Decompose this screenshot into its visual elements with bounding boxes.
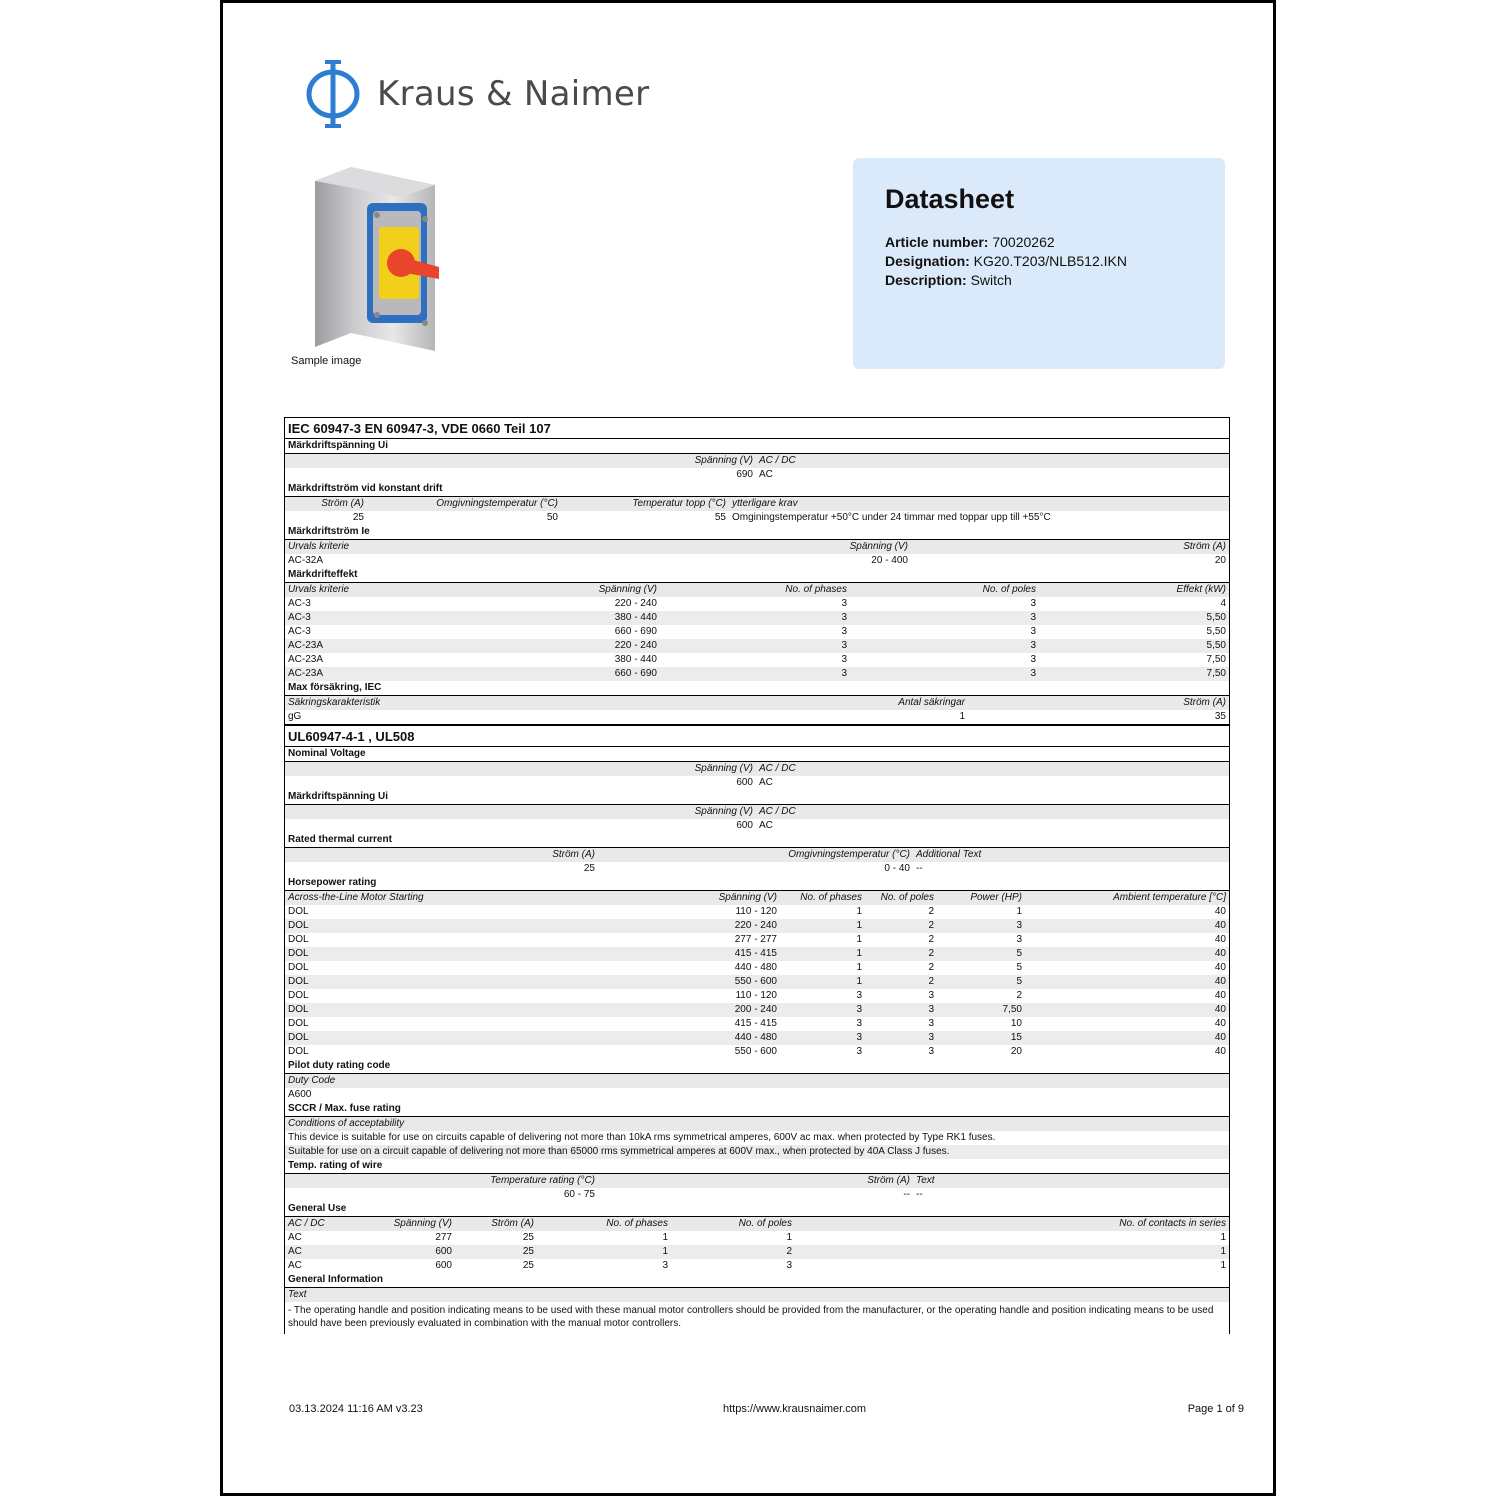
value-cell: DOL (288, 1018, 309, 1029)
header-cell: Omgivningstemperatur (°C) (598, 848, 913, 863)
value-cell: 2 (1016, 990, 1022, 1001)
value-cell: 690 (736, 469, 753, 480)
value-cell: 220 - 240 (614, 598, 657, 609)
value-cell: 550 - 600 (734, 1046, 777, 1057)
ul-pilot-duty-section (285, 1059, 1229, 1102)
spec-table (284, 417, 1230, 1334)
value-cell: -- (916, 1189, 923, 1200)
header-cell: Temperatur topp (°C) (561, 497, 729, 512)
value-cell: 3 (865, 1031, 937, 1045)
value-cell: 110 - 120 (735, 990, 777, 1001)
header-cell: Spänning (V) (610, 891, 780, 906)
value-cell: DOL (285, 975, 610, 989)
value-cell: 1 (786, 1232, 792, 1243)
header-cell: Temperature rating (°C) (285, 1174, 598, 1189)
header-cell: Text (913, 1174, 1229, 1189)
value-cell: 20 (1214, 555, 1226, 566)
value-cell: DOL (288, 990, 309, 1001)
brand-logo (303, 59, 649, 129)
table-row (285, 1045, 1229, 1059)
datasheet-title: Datasheet (885, 184, 1015, 214)
header-cell: Conditions of acceptability (285, 1117, 1229, 1132)
value-cell: 1 (1016, 906, 1022, 917)
value-cell: 600 (736, 777, 753, 788)
header-cell: Antal säkringar (585, 696, 968, 711)
datasheet-summary-box (853, 158, 1225, 369)
header-cell: Ström (A) (598, 1174, 913, 1189)
value-cell: 1 (856, 906, 862, 917)
value-cell: 2 (928, 906, 934, 917)
value-cell: 40 (1025, 975, 1229, 989)
value-cell: AC-32A (288, 555, 324, 566)
value-cell: 1 (780, 947, 865, 961)
ul-sccr-section (285, 1102, 1229, 1159)
value-cell: DOL (288, 962, 309, 973)
value-cell: 40 (1025, 947, 1229, 961)
value-cell: 2 (865, 975, 937, 989)
header-cell: Urvals kriterie (285, 540, 585, 555)
value-cell: 380 - 440 (485, 611, 660, 625)
iec-standard-section (285, 418, 1229, 439)
footer-page-number: Page 1 of 9 (1187, 1403, 1244, 1415)
value-cell: 200 - 240 (610, 1003, 780, 1017)
value-cell: 3 (841, 598, 847, 609)
header-cell: Ambient temperature [°C] (1025, 891, 1229, 906)
datasheet-page (220, 0, 1276, 1496)
value-cell: 3 (850, 667, 1039, 681)
header-cell: Across-the-Line Motor Starting (285, 891, 610, 906)
value-cell: 7,50 (1206, 654, 1226, 665)
header-cell: No. of poles (865, 891, 937, 906)
header-cell: Ström (A) (455, 1217, 537, 1232)
value-cell: 3 (928, 1018, 934, 1029)
value-cell: AC-3 (288, 626, 311, 637)
table-row (285, 975, 1229, 989)
table-row (285, 919, 1229, 933)
value-cell: 40 (1025, 919, 1229, 933)
value-cell: 3 (662, 1260, 668, 1271)
value-cell: 440 - 480 (734, 962, 777, 973)
iec-ui-section (285, 439, 1229, 482)
header-cell: Duty Code (285, 1074, 1229, 1089)
value-cell: 15 (937, 1031, 1025, 1045)
ul-nominal-voltage-section (285, 747, 1229, 790)
ul-standard-section (285, 725, 1229, 747)
section-title: Märkdriftspänning Ui (285, 439, 1229, 454)
value-cell: 380 - 440 (614, 654, 657, 665)
designation-value: KG20.T203/NLB512.IKN (973, 253, 1127, 269)
value-cell: 55 (714, 512, 726, 523)
value-cell: 3 (1030, 626, 1036, 637)
value-cell: 2 (928, 934, 934, 945)
value-cell: 40 (1025, 1031, 1229, 1045)
header-cell: Säkringskarakteristik (285, 696, 585, 711)
header-cell: No. of phases (537, 1217, 671, 1232)
header-cell: Ström (A) (285, 497, 367, 512)
value-cell: 1 (959, 711, 965, 722)
value-cell: 1 (1220, 1260, 1226, 1271)
value-cell: 40 (1025, 1003, 1229, 1017)
header-cell: AC / DC (756, 805, 1229, 820)
value-cell: AC (759, 469, 773, 480)
value-cell: 2 (928, 962, 934, 973)
section-title: Märkdriftspänning Ui (285, 790, 1229, 805)
product-image (311, 163, 461, 353)
iec-continuous-current-section (285, 482, 1229, 525)
value-cell: 600 (435, 1260, 452, 1271)
value-cell: 415 - 415 (734, 1018, 777, 1029)
ul-thermal-current-section (285, 833, 1229, 876)
header-cell: No. of poles (850, 583, 1039, 598)
header-cell: Ström (A) (968, 696, 1229, 711)
value-cell: 3 (660, 639, 850, 653)
value-cell: 3 (660, 667, 850, 681)
ul-horsepower-section (285, 876, 1229, 1059)
value-cell: 25 (583, 863, 595, 874)
value-cell: AC-23A (285, 639, 485, 653)
header-cell: Spänning (V) (585, 540, 911, 555)
header-cell: ytterligare krav (729, 497, 1229, 512)
header-cell: AC / DC (756, 454, 1229, 469)
value-cell: 3 (841, 626, 847, 637)
value-cell: 3 (856, 1018, 862, 1029)
value-cell: 1 (780, 919, 865, 933)
header-cell: Spänning (V) (285, 805, 756, 820)
ul-general-use-section (285, 1202, 1229, 1273)
value-cell: 20 - 400 (871, 555, 908, 566)
value-cell: AC-3 (285, 611, 485, 625)
value-cell: 40 (1214, 1046, 1226, 1057)
article-number-label: Article number: (885, 234, 989, 250)
phi-logo-icon (303, 59, 363, 129)
section-title: Temp. rating of wire (285, 1159, 1229, 1174)
value-cell: 1 (856, 962, 862, 973)
section-title: Märkdrifteffekt (285, 568, 1229, 583)
value-cell: 1 (1220, 1232, 1226, 1243)
table-row (285, 1031, 1229, 1045)
value-cell: 20 (1010, 1046, 1022, 1057)
value-cell: 60 - 75 (563, 1189, 595, 1200)
value-cell: AC-3 (288, 598, 311, 609)
article-number-line (885, 233, 1193, 252)
value-cell: 5 (937, 947, 1025, 961)
table-row (285, 989, 1229, 1003)
value-cell: 3 (928, 1046, 934, 1057)
value-cell: 600 (381, 1245, 455, 1259)
header-cell: No. of phases (660, 583, 850, 598)
value-cell: Suitable for use on a circuit capable of delivering not more than 65000 rms symmetrical amperes at 600V max., when protected by 40A Class J fuses. (285, 1145, 1229, 1159)
value-cell: 2 (865, 947, 937, 961)
value-cell: 3 (780, 1003, 865, 1017)
value-cell: 1 (780, 975, 865, 989)
value-cell: 3 (1030, 598, 1036, 609)
value-cell: 3 (937, 919, 1025, 933)
value-cell: 440 - 480 (610, 1031, 780, 1045)
value-cell: AC (288, 1260, 302, 1271)
header-cell: Ström (A) (285, 848, 598, 863)
value-cell: 3 (850, 639, 1039, 653)
section-title: Pilot duty rating code (285, 1059, 1229, 1074)
value-cell: -- (916, 863, 923, 874)
value-cell: 220 - 240 (485, 639, 660, 653)
value-cell: 3 (841, 654, 847, 665)
value-cell: 25 (455, 1245, 537, 1259)
table-row (285, 625, 1229, 639)
footer-date: 03.13.2024 11:16 AM v3.23 (289, 1403, 423, 1415)
value-cell: DOL (288, 906, 309, 917)
value-cell: 3 (856, 1046, 862, 1057)
header-cell: No. of poles (671, 1217, 795, 1232)
table-row (285, 1245, 1229, 1259)
value-cell: 40 (1214, 990, 1226, 1001)
section-title: Horsepower rating (285, 876, 1229, 891)
value-cell: DOL (285, 919, 610, 933)
value-cell: 2 (671, 1245, 795, 1259)
value-cell: Omginingstemperatur +50°C under 24 timmar med toppar upp till +55°C (732, 512, 1051, 523)
ul-standard-title: UL60947-4-1 , UL508 (285, 726, 1229, 747)
value-cell: 277 - 277 (734, 934, 777, 945)
designation-line (885, 252, 1193, 271)
table-row (285, 905, 1229, 919)
iec-fuse-section (285, 681, 1229, 725)
value-cell: A600 (288, 1089, 312, 1100)
value-cell: 5 (1016, 962, 1022, 973)
table-row (285, 1003, 1229, 1017)
value-cell: 35 (1214, 711, 1226, 722)
value-cell: 3 (780, 1031, 865, 1045)
header-cell: Text (285, 1288, 1229, 1303)
table-row (285, 947, 1229, 961)
footer-url[interactable]: https://www.krausnaimer.com (723, 1403, 867, 1415)
header-cell: Effekt (kW) (1039, 583, 1229, 598)
table-row (285, 667, 1229, 681)
value-cell: 5,50 (1039, 611, 1229, 625)
value-cell: 40 (1214, 934, 1226, 945)
header-cell: Power (HP) (937, 891, 1025, 906)
table-row (285, 961, 1229, 975)
value-cell: 3 (850, 611, 1039, 625)
section-title: Rated thermal current (285, 833, 1229, 848)
value-cell: 3 (1030, 654, 1036, 665)
value-cell: 7,50 (1039, 667, 1229, 681)
header-cell: No. of phases (780, 891, 865, 906)
header-cell: AC / DC (285, 1217, 381, 1232)
table-row (285, 653, 1229, 667)
value-cell: 550 - 600 (610, 975, 780, 989)
value-cell: 660 - 690 (614, 626, 657, 637)
value-cell: 600 (736, 820, 753, 831)
description-line (885, 271, 1193, 290)
section-title: General Use (285, 1202, 1229, 1217)
designation-label: Designation: (885, 253, 970, 269)
brand-name: Kraus & Naimer (377, 74, 650, 114)
section-title: Märkdriftström Ie (285, 525, 1229, 540)
ul-wire-rating-section (285, 1159, 1229, 1202)
value-cell: 2 (865, 919, 937, 933)
value-cell: 1 (795, 1245, 1229, 1259)
value-cell: 5 (937, 975, 1025, 989)
value-cell: DOL (288, 934, 309, 945)
description-label: Description: (885, 272, 967, 288)
value-cell: DOL (285, 1031, 610, 1045)
value-cell: 3 (660, 611, 850, 625)
value-cell: 220 - 240 (610, 919, 780, 933)
value-cell: AC (759, 820, 773, 831)
table-row (285, 611, 1229, 625)
value-cell: AC-23A (288, 654, 324, 665)
section-title: General Information (285, 1273, 1229, 1288)
header-cell: No. of contacts in series (795, 1217, 1229, 1232)
value-cell: 3 (928, 990, 934, 1001)
ul-ui-section (285, 790, 1229, 833)
value-cell: 10 (1010, 1018, 1022, 1029)
value-cell: AC-23A (285, 667, 485, 681)
value-cell: This device is suitable for use on circuits capable of delivering not more than 10kA rms symmetrical amperes, 600V ac max. when protected by Type RK1 fuses. (288, 1132, 996, 1143)
value-cell: AC (288, 1232, 302, 1243)
value-cell: 5,50 (1039, 639, 1229, 653)
value-cell: 3 (865, 1003, 937, 1017)
value-cell: 415 - 415 (610, 947, 780, 961)
value-cell: 7,50 (937, 1003, 1025, 1017)
header-cell: Omgivningstemperatur (°C) (367, 497, 561, 512)
section-title: SCCR / Max. fuse rating (285, 1102, 1229, 1117)
table-row (285, 1231, 1229, 1245)
header-cell: Urvals kriterie (285, 583, 485, 598)
section-title: Max försäkring, IEC (285, 681, 1229, 696)
value-cell: DOL (285, 947, 610, 961)
value-cell: 25 (522, 1260, 534, 1271)
value-cell: 1 (537, 1245, 671, 1259)
value-cell: -- (903, 1189, 910, 1200)
value-cell: 40 (1214, 1018, 1226, 1029)
header-cell: Spänning (V) (285, 454, 756, 469)
article-number-value: 70020262 (992, 234, 1055, 250)
value-cell: gG (288, 711, 302, 722)
header-cell: Ström (A) (911, 540, 1229, 555)
iec-ie-section (285, 525, 1229, 568)
value-cell: AC (285, 1245, 381, 1259)
sample-image-caption: Sample image (291, 355, 362, 367)
table-row (285, 933, 1229, 947)
header-cell: Spänning (V) (381, 1217, 455, 1232)
value-cell: 4 (1220, 598, 1226, 609)
header-cell: Additional Text (913, 848, 1229, 863)
value-cell: 40 (1214, 906, 1226, 917)
ul-general-information-section (285, 1273, 1229, 1334)
value-cell: AC (759, 777, 773, 788)
header-cell: AC / DC (756, 762, 1229, 777)
value-cell: 3 (1016, 934, 1022, 945)
value-cell: DOL (285, 1003, 610, 1017)
table-row (285, 1259, 1229, 1273)
value-cell: 660 - 690 (485, 667, 660, 681)
value-cell: 25 (352, 512, 364, 523)
value-cell: 3 (786, 1260, 792, 1271)
general-information-text: - The operating handle and position indicating means to be used with these manual motor controllers should be provided from the manufacturer, or the operating handle and position indicating means to be used should have been previously evaluated in combination with the manual motor controllers. (288, 1305, 1214, 1329)
value-cell: 0 - 40 (884, 863, 910, 874)
iec-standard-title: IEC 60947-3 EN 60947-3, VDE 0660 Teil 107 (285, 418, 1229, 439)
table-row (285, 597, 1229, 611)
value-cell: 277 (435, 1232, 452, 1243)
section-title: Märkdriftström vid konstant drift (285, 482, 1229, 497)
header-cell: Spänning (V) (285, 762, 756, 777)
value-cell: 5,50 (1206, 626, 1226, 637)
value-cell: 40 (1214, 962, 1226, 973)
iec-power-section (285, 568, 1229, 681)
value-cell: 1 (856, 934, 862, 945)
section-title: Nominal Voltage (285, 747, 1229, 762)
table-row (285, 639, 1229, 653)
value-cell: DOL (288, 1046, 309, 1057)
description-value: Switch (970, 272, 1012, 288)
value-cell: 50 (546, 512, 558, 523)
value-cell: 110 - 120 (735, 906, 777, 917)
header-cell: Spänning (V) (485, 583, 660, 598)
value-cell: 3 (856, 990, 862, 1001)
value-cell: 1 (662, 1232, 668, 1243)
table-row (285, 1017, 1229, 1031)
value-cell: 25 (522, 1232, 534, 1243)
